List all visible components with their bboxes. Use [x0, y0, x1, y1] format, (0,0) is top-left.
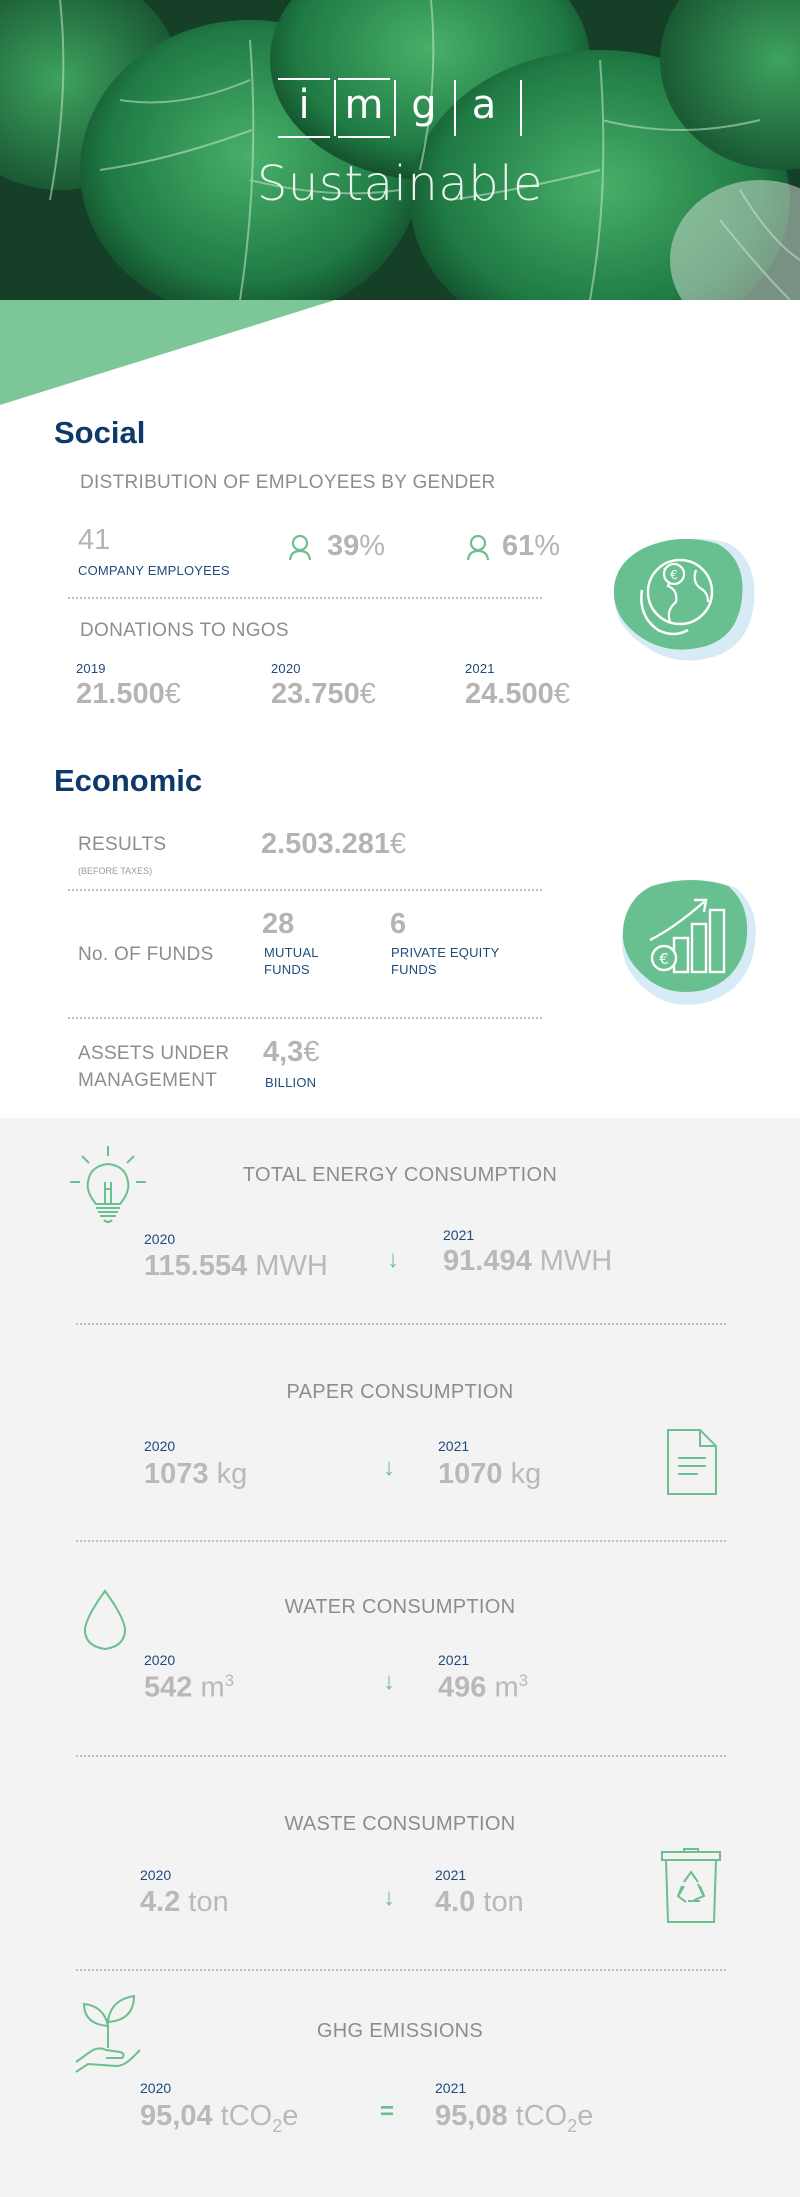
- ghg-year-2021: 2021: [435, 2080, 467, 2096]
- water-trend-down-arrow: ↓: [383, 1668, 395, 1695]
- water-value-2020: 542 $m^3$: [144, 1671, 235, 1704]
- mutual-funds-label: MUTUAL FUNDS: [264, 945, 319, 977]
- gender-heading: DISTRIBUTION OF EMPLOYEES BY GENDER: [80, 472, 496, 493]
- male-person-icon: [466, 534, 490, 562]
- water-year-2021: 2021: [438, 1652, 470, 1668]
- mutual-funds-count: 28: [262, 908, 295, 940]
- aum-unit: BILLION: [265, 1075, 317, 1090]
- energy-year-2021: 2021: [443, 1227, 475, 1243]
- divider: [76, 1540, 726, 1542]
- aum-value: 4,3€: [263, 1036, 320, 1068]
- waste-value-2021: 4.0 ton: [435, 1886, 524, 1918]
- energy-year-2020: 2020: [144, 1231, 176, 1247]
- divider: [68, 889, 542, 891]
- private-equity-label: PRIVATE EQUITY FUNDS: [391, 945, 500, 977]
- svg-text:€: €: [659, 950, 669, 968]
- logo-letter-a: a: [471, 82, 497, 128]
- donation-amount-2021: 24.500€: [465, 678, 570, 710]
- paper-trend-down-arrow: ↓: [383, 1454, 395, 1481]
- aum-label: ASSETS UNDER MANAGEMENT: [78, 1043, 230, 1091]
- energy-trend-down-arrow: ↓: [387, 1246, 399, 1273]
- donation-year-2021: 2021: [465, 661, 495, 676]
- female-percentage: 39%: [327, 530, 386, 562]
- energy-title: TOTAL ENERGY CONSUMPTION: [242, 1164, 558, 1186]
- male-percentage: 61%: [502, 530, 561, 562]
- imga-logo: [270, 78, 530, 142]
- waste-year-2021: 2021: [435, 1867, 467, 1883]
- paper-value-2021: 1070 kg: [438, 1458, 542, 1490]
- ghg-value-2021: 95,08 tCO$_2$e: [435, 2100, 594, 2136]
- water-year-2020: 2020: [144, 1652, 176, 1668]
- waste-value-2020: 4.2 ton: [140, 1886, 229, 1918]
- svg-text:€: €: [670, 568, 678, 582]
- energy-value-2021: 91.494 MWH: [443, 1245, 613, 1277]
- divider: [76, 1755, 726, 1757]
- globe-hand-euro-icon: [608, 532, 760, 662]
- waste-trend-down-arrow: ↓: [383, 1884, 395, 1911]
- ghg-trend-equal: =: [380, 2098, 395, 2125]
- donation-year-2020: 2020: [271, 661, 301, 676]
- private-equity-count: 6: [390, 908, 407, 940]
- hero-subtitle: Sustainable: [256, 156, 544, 212]
- paper-year-2020: 2020: [144, 1438, 176, 1454]
- ghg-year-2020: 2020: [140, 2080, 172, 2096]
- growth-chart-euro-icon: [612, 874, 760, 1008]
- logo-letter-i: i: [298, 82, 310, 128]
- divider: [76, 1969, 726, 1971]
- paper-year-2021: 2021: [438, 1438, 470, 1454]
- water-value-2021: 496 $m^3$: [438, 1671, 529, 1704]
- donation-amount-2019: 21.500€: [76, 678, 181, 710]
- divider: [68, 1017, 542, 1019]
- results-label: RESULTS: [78, 834, 167, 855]
- logo-letter-g: g: [411, 82, 437, 128]
- waste-title: WASTE CONSUMPTION: [284, 1813, 516, 1835]
- ghg-value-2020: 95,04 tCO$_2$e: [140, 2100, 299, 2136]
- paper-value-2020: 1073 kg: [144, 1458, 248, 1490]
- donation-year-2019: 2019: [76, 661, 106, 676]
- waste-year-2020: 2020: [140, 1867, 172, 1883]
- water-title: WATER CONSUMPTION: [284, 1596, 516, 1618]
- divider: [76, 1323, 726, 1325]
- divider: [68, 597, 542, 599]
- ghg-title: GHG EMISSIONS: [316, 2020, 484, 2042]
- social-title: Social: [54, 415, 146, 450]
- environment-section: [0, 1118, 800, 2197]
- results-value: 2.503.281€: [261, 828, 407, 860]
- hero-banner: [0, 0, 800, 405]
- logo-letter-m: m: [344, 82, 384, 128]
- funds-label: No. OF FUNDS: [78, 944, 214, 965]
- document-icon: [664, 1426, 720, 1498]
- recycling-bin-icon: [660, 1848, 722, 1926]
- donation-amount-2020: 23.750€: [271, 678, 376, 710]
- donations-heading: DONATIONS TO NGOS: [80, 620, 289, 641]
- energy-value-2020: 115.554 MWH: [144, 1250, 328, 1282]
- employees-label: COMPANY EMPLOYEES: [78, 563, 230, 578]
- results-note: (BEFORE TAXES): [78, 866, 153, 876]
- female-person-icon: [288, 534, 312, 562]
- paper-title: PAPER CONSUMPTION: [286, 1381, 514, 1403]
- employees-count: 41: [78, 524, 111, 556]
- economic-title: Economic: [54, 763, 203, 798]
